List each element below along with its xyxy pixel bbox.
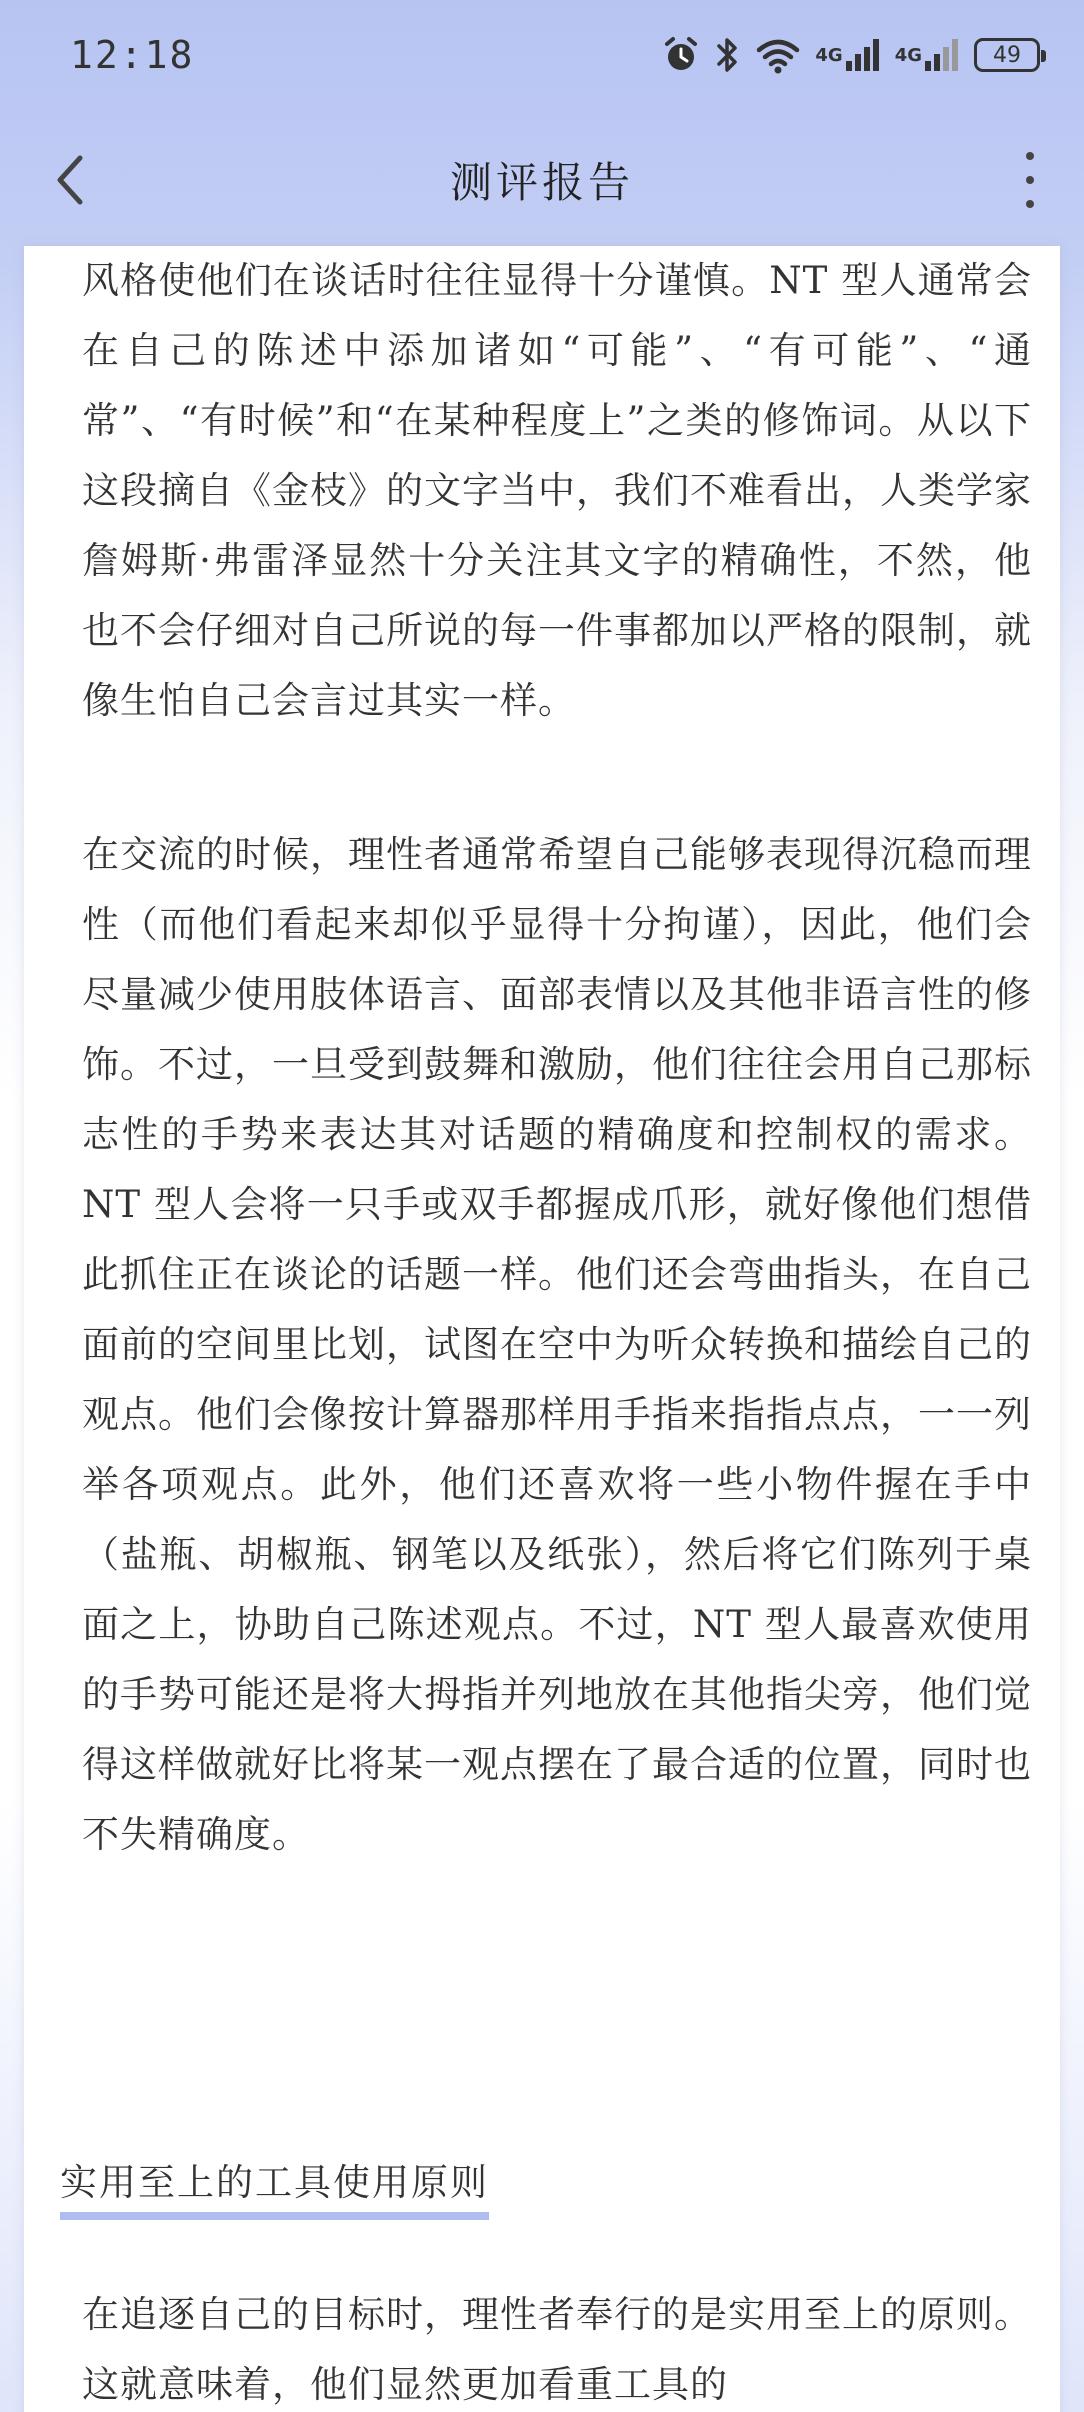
status-bar — [0, 0, 1084, 110]
report-content — [24, 246, 1060, 2412]
paragraph: 风格使他们在谈话时往往显得十分谨慎。NT 型人通常会在自己的陈述中添加诸如“可能”、“有可能”、“通常”、“有时候”和“在某种程度上”之类的修饰词。从以下这段摘自《金枝》的文字当中，我们不难看出，人类学家詹姆斯·弗雷泽显然十分关注其文字的精确性，不然，他也不会仔细对自己所说的每一件事都加以严格的限制，就像生怕自己会言过其实一样。 — [82, 259, 1032, 722]
alarm-icon — [661, 35, 701, 75]
status-icons — [661, 35, 1040, 75]
wifi-icon — [755, 35, 801, 75]
battery-level: 49 — [993, 42, 1021, 68]
paragraph: 在追逐自己的目标时，理性者奉行的是实用至上的原则。这就意味着，他们显然更加看重工具的 — [82, 2293, 1032, 2406]
network-type-label: 4G — [894, 44, 922, 66]
app-header — [0, 130, 1084, 230]
network-type-label: 4G — [815, 44, 843, 66]
section-heading: 实用至上的工具使用原则 — [60, 2158, 489, 2220]
battery-icon — [974, 38, 1040, 72]
paragraph: 在交流的时候，理性者通常希望自己能够表现得沉稳而理性（而他们看起来却似乎显得十分拘谨），因此，他们会尽量减少使用肢体语言、面部表情以及其他非语言性的修饰。不过，一旦受到鼓舞和激励，他们往往会用自己那标志性的手势来表达其对话题的精确度和控制权的需求。NT 型人会将一只手或双手都握成爪形，就好像他们想借此抓住正在谈论的话题一样。他们还会弯曲指头，在自己面前的空间里比划，试图在空中为听众转换和描绘自己的观点。他们会像按计算器那样用手指来指指点点，一一列举各项观点。此外，他们还喜欢将一些小物件握在手中（盐瓶、胡椒瓶、钢笔以及纸张），然后将它们陈列于桌面之上，协助自己陈述观点。不过，NT 型人最喜欢使用的手势可能还是将大拇指并列地放在其他指尖旁，他们觉得这样做就好比将某一观点摆在了最合适的位置，同时也不失精确度。 — [82, 833, 1032, 1856]
bluetooth-icon — [715, 35, 741, 75]
page-title: 测评报告 — [449, 158, 634, 207]
status-time: 12:18 — [70, 33, 195, 77]
back-button[interactable] — [40, 150, 100, 210]
more-options-button[interactable] — [1002, 150, 1058, 210]
more-vertical-icon — [1026, 152, 1034, 160]
signal-icon — [895, 37, 960, 73]
signal-icon — [815, 37, 880, 73]
chevron-left-icon — [50, 152, 90, 208]
